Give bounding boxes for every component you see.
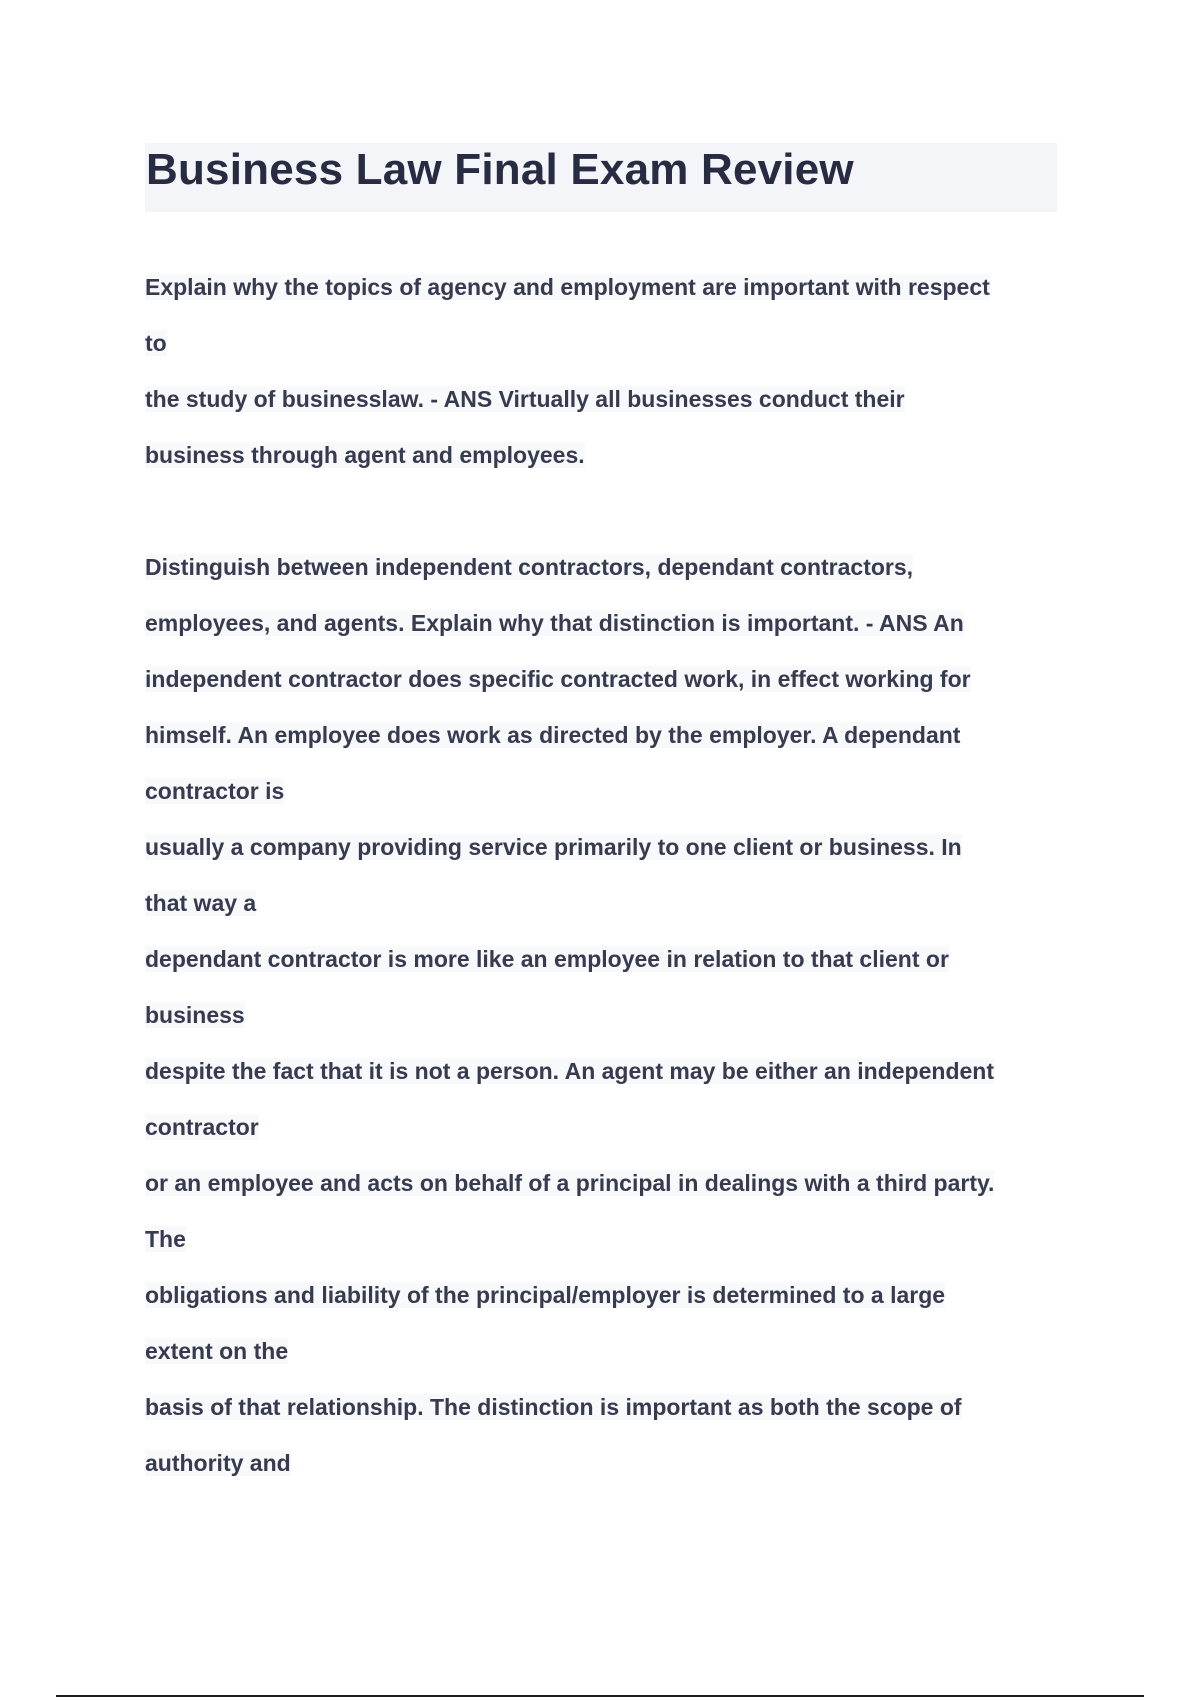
text-line: contractor is bbox=[145, 778, 285, 804]
text-line: Explain why the topics of agency and employment are important with respect bbox=[145, 274, 990, 300]
text-line: that way a bbox=[145, 890, 257, 916]
text-line: despite the fact that it is not a person. An agent may be either an independent bbox=[145, 1058, 995, 1084]
text-line: dependant contractor is more like an employee in relation to that client or bbox=[145, 946, 949, 972]
text-line: business through agent and employees. bbox=[145, 442, 585, 468]
text-line: business bbox=[145, 1002, 245, 1028]
text-line: authority and bbox=[145, 1450, 291, 1476]
text-line: or an employee and acts on behalf of a principal in dealings with a third party. bbox=[145, 1170, 995, 1196]
text-line: contractor bbox=[145, 1114, 259, 1140]
footer-divider bbox=[56, 1695, 1144, 1697]
text-line: The bbox=[145, 1226, 186, 1252]
text-line: to bbox=[145, 330, 167, 356]
text-line: independent contractor does specific contracted work, in effect working for bbox=[145, 666, 971, 692]
qa-block-agency-employment bbox=[145, 259, 1045, 483]
text-line: obligations and liability of the principal/employer is determined to a large bbox=[145, 1282, 946, 1308]
text-line: extent on the bbox=[145, 1338, 289, 1364]
text-line: the study of businesslaw. - ANS Virtually all businesses conduct their bbox=[145, 386, 905, 412]
qa-block-contractors-agents bbox=[145, 539, 1045, 1491]
text-line: employees, and agents. Explain why that distinction is important. - ANS An bbox=[145, 610, 964, 636]
page-title: Business Law Final Exam Review bbox=[146, 145, 854, 194]
text-line: himself. An employee does work as directed by the employer. A dependant bbox=[145, 722, 961, 748]
text-line: Distinguish between independent contractors, dependant contractors, bbox=[145, 554, 914, 580]
text-line: basis of that relationship. The distinction is important as both the scope of bbox=[145, 1394, 962, 1420]
text-line: usually a company providing service primarily to one client or business. In bbox=[145, 834, 962, 860]
